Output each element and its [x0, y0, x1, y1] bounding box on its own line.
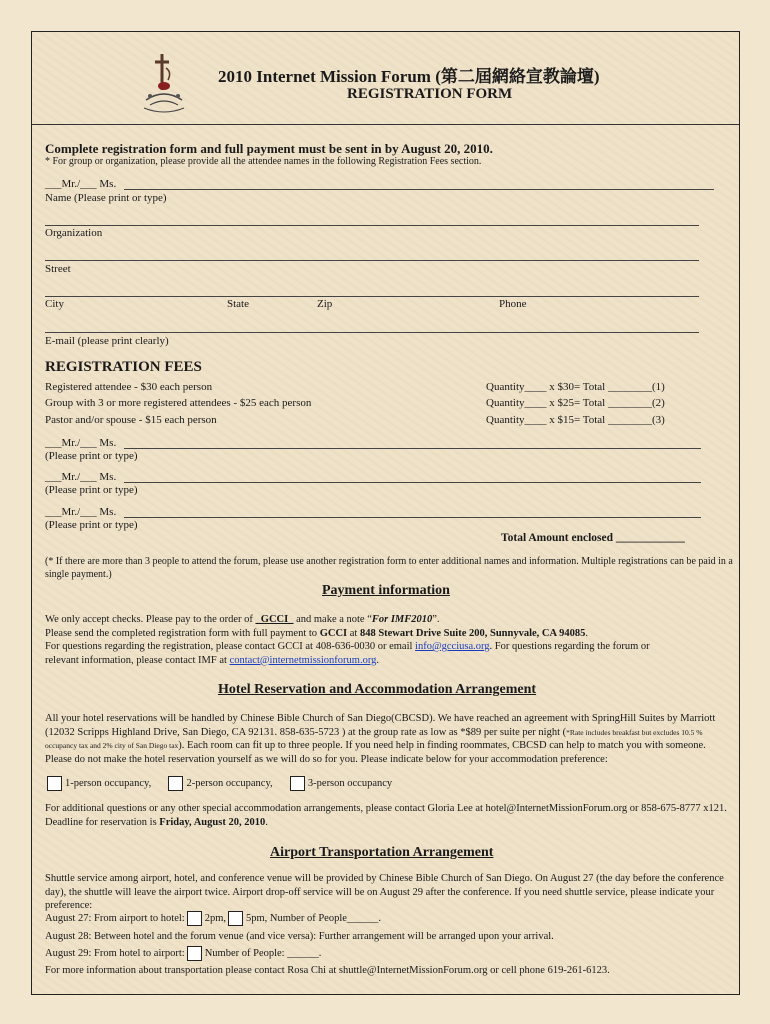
email-input-line[interactable] — [45, 332, 699, 333]
fee-row-calc[interactable]: Quantity____ x $25= Total ________(2) — [486, 397, 665, 409]
aug29-people-label: Number of People: ______. — [204, 947, 322, 959]
aug28-shuttle-note: August 28: Between hotel and the forum venue (and vice versa): Further arrangement will be arranged upon your arrival. — [45, 931, 554, 942]
payment-line1-end: ”. — [432, 614, 440, 625]
form-subtitle: REGISTRATION FORM — [347, 86, 513, 102]
aug29-checkbox[interactable] — [187, 946, 202, 961]
attendee-mr-ms[interactable]: ___Mr./___ Ms. — [45, 471, 117, 483]
state-label: State — [227, 298, 249, 310]
payment-information-heading: Payment information — [322, 583, 450, 598]
occupancy-2-label: 2-person occupancy, — [186, 777, 273, 789]
phone-label: Phone — [499, 298, 527, 310]
hotel-contact-paragraph — [45, 802, 731, 829]
aug27-label: August 27: From airport to hotel: — [45, 912, 185, 924]
occupancy-3-checkbox[interactable] — [290, 776, 305, 791]
payment-line3-end: . For questions regarding the forum or — [489, 641, 650, 652]
hotel-heading: Hotel Reservation and Accommodation Arrangement — [218, 682, 537, 697]
attendee-name-line[interactable] — [124, 517, 701, 518]
hotel-contact-end: . — [265, 816, 268, 828]
fee-row-calc[interactable]: Quantity____ x $30= Total ________(1) — [486, 381, 665, 393]
attendee-label: (Please print or type) — [45, 519, 138, 531]
payment-line1-note: and make a note “ — [293, 614, 372, 625]
total-amount-enclosed[interactable]: Total Amount enclosed ____________ — [501, 532, 685, 544]
payment-line1-text: We only accept checks. Please pay to the order of — [45, 614, 256, 625]
attendee-name-line[interactable] — [124, 482, 701, 483]
attendee-mr-ms[interactable]: ___Mr./___ Ms. — [45, 506, 117, 518]
registration-fees-heading: REGISTRATION FEES — [45, 359, 202, 375]
payment-address: 848 Stewart Drive Suite 200, Sunnyvale, CA 94085 — [359, 627, 586, 639]
header-divider — [32, 124, 739, 125]
occupancy-options — [45, 776, 392, 791]
cross-logo-icon — [140, 50, 188, 116]
hotel-paragraph-start: All your hotel reservations will be handled by Chinese Bible Church of San Diego(CBCSD). We have reached an agreement with SpringHill Suites by Marriott (12032 Scripps Highland Drive, San Diego, CA 92131. 858-635-5723 ) at the group rate as low as *$89 per suite per night ( — [45, 713, 716, 738]
city-label: City — [45, 298, 64, 310]
attendee-label: (Please print or type) — [45, 450, 138, 462]
name-input-line[interactable] — [124, 189, 714, 190]
aug29-shuttle-row — [45, 946, 321, 961]
payee-gcci: _GCCI_ — [255, 614, 294, 625]
payment-line2-at: at — [347, 627, 360, 639]
fee-row-calc[interactable]: Quantity____ x $15= Total ________(3) — [486, 414, 665, 426]
group-note: * For group or organization, please provide all the attendee names in the following Registration Fees section. — [45, 156, 482, 167]
attendee-mr-ms[interactable]: ___Mr./___ Ms. — [45, 437, 117, 449]
registration-form-page — [31, 31, 740, 995]
hotel-deadline: Friday, August 20, 2010 — [159, 816, 266, 828]
attendee-name-line[interactable] — [124, 448, 701, 449]
fee-row-label: Group with 3 or more registered attendees - $25 each person — [45, 397, 312, 409]
occupancy-2-checkbox[interactable] — [168, 776, 183, 791]
occupancy-3-label: 3-person occupancy — [307, 777, 393, 789]
aug27-shuttle-row — [45, 911, 381, 926]
organization-input-line[interactable] — [45, 225, 699, 226]
occupancy-1-label: 1-person occupancy, — [65, 777, 152, 789]
hotel-instructions — [45, 712, 731, 766]
aug27-5pm-label: 5pm, Number of People______. — [246, 912, 382, 924]
attendee-label: (Please print or type) — [45, 484, 138, 496]
payment-line2-text: Please send the completed registration form with full payment to — [45, 627, 320, 639]
additional-attendees-note: (* If there are more than 3 people to attend the forum, please use another registration form to enter additional names and information. Multiple registrations can be paid in a single payment.) — [45, 556, 733, 580]
aug27-5pm-checkbox[interactable] — [228, 911, 243, 926]
form-title: 2010 Internet Mission Forum (第二屆網絡宣教論壇) — [218, 67, 600, 86]
street-label: Street — [45, 263, 71, 275]
hotel-rate-note: *Rate includes breakfast but excludes 10.5 % occupancy tax and 2% city of San Diego tax — [45, 727, 703, 750]
aug27-2pm-checkbox[interactable] — [187, 911, 202, 926]
occupancy-1-checkbox[interactable] — [47, 776, 62, 791]
payment-line2-end: . — [585, 627, 589, 639]
city-state-zip-phone-line[interactable] — [45, 296, 699, 297]
airport-transportation-heading: Airport Transportation Arrangement — [270, 845, 494, 860]
fee-row-label: Pastor and/or spouse - $15 each person — [45, 414, 217, 426]
imf-contact-email-link[interactable]: contact@internetmissionforum.org — [229, 654, 377, 666]
payment-line4-end: . — [376, 654, 380, 666]
gcci-email-link[interactable]: info@gcciusa.org — [415, 641, 490, 652]
street-input-line[interactable] — [45, 260, 699, 261]
name-label: Name (Please print or type) — [45, 192, 167, 204]
hotel-paragraph-end: ). Each room can fit up to three people. If you need help in finding roommates, CBCSD can help to match you with someone. Please do not make the hotel reservation yourself as we will do so for you. Please indicate below for your accommodation preference: — [45, 740, 706, 765]
payment-recipient: GCCI — [319, 627, 348, 639]
aug27-2pm-label: 2pm, — [204, 912, 226, 924]
zip-label: Zip — [317, 298, 333, 310]
organization-label: Organization — [45, 227, 103, 239]
deadline-headline: Complete registration form and full payment must be sent in by August 20, 2010. — [45, 141, 493, 156]
transport-contact: For more information about transportation please contact Rosa Chi at shuttle@InternetMissionForum.org or cell phone 619-261-6123. — [45, 965, 610, 976]
payment-memo: For IMF2010 — [371, 614, 433, 625]
payment-line4-text: relevant information, please contact IMF at — [45, 654, 230, 666]
shuttle-paragraph: Shuttle service among airport, hotel, and conference venue will be provided by Chinese Bible Church of San Diego. On August 27 (the day before the conference day), the shuttle will leave the airport twice. Airport drop-off service will be on August 29 after the conference. If you need shuttle service, please indicate your preference: — [45, 873, 724, 911]
email-label: E-mail (please print clearly) — [45, 335, 169, 347]
aug29-label: August 29: From hotel to airport: — [45, 947, 185, 959]
mr-ms-selector[interactable]: ___Mr./___ Ms. — [45, 178, 117, 190]
payment-line3-text: For questions regarding the registration, please contact GCCI at 408-636-0030 or email — [45, 641, 416, 652]
payment-instructions — [45, 613, 725, 667]
hotel-contact-text: For additional questions or any other special accommodation arrangements, please contact Gloria Lee at hotel@InternetMissionForum.org or 858-675-8777 x121. Deadline for reservation is — [45, 803, 727, 828]
fee-row-label: Registered attendee - $30 each person — [45, 381, 213, 393]
